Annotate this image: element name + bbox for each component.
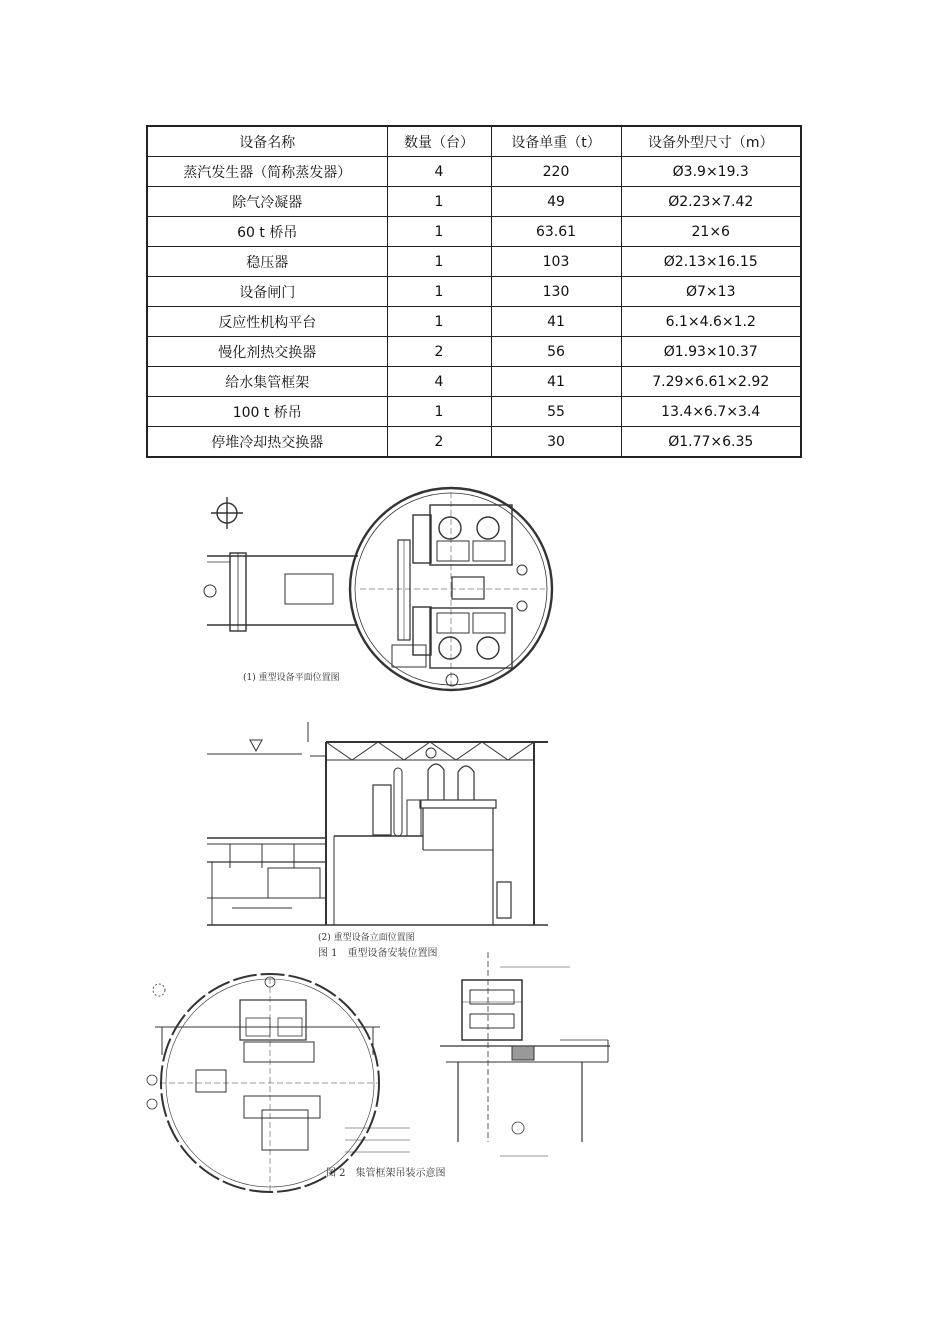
cell-weight: 220 <box>491 157 621 187</box>
header-frame-section-drawing <box>440 952 610 1156</box>
cell-weight: 49 <box>491 187 621 217</box>
header-quantity: 数量（台） <box>387 126 491 157</box>
cell-name: 慢化剂热交换器 <box>147 337 387 367</box>
elevation-view-drawing <box>207 722 548 925</box>
cell-quantity: 1 <box>387 307 491 337</box>
cell-weight: 41 <box>491 367 621 397</box>
cell-weight: 41 <box>491 307 621 337</box>
cell-dimensions: 7.29×6.61×2.92 <box>621 367 801 397</box>
cell-weight: 30 <box>491 427 621 458</box>
cell-dimensions: 13.4×6.7×3.4 <box>621 397 801 427</box>
cell-quantity: 1 <box>387 187 491 217</box>
fig1-sub1-caption: (1) 重型设备平面位置图 <box>243 673 340 683</box>
fig2-caption: 图 2 集管框架吊装示意图 <box>326 1168 446 1179</box>
cell-name: 100 t 桥吊 <box>147 397 387 427</box>
cell-dimensions: Ø7×13 <box>621 277 801 307</box>
fig1-sub2-caption: (2) 重型设备立面位置图 <box>318 933 415 943</box>
cell-quantity: 1 <box>387 247 491 277</box>
cell-name: 给水集管框架 <box>147 367 387 397</box>
cell-dimensions: Ø3.9×19.3 <box>621 157 801 187</box>
cell-name: 反应性机构平台 <box>147 307 387 337</box>
header-unit-weight: 设备单重（t） <box>491 126 621 157</box>
cell-name: 除气冷凝器 <box>147 187 387 217</box>
cell-quantity: 4 <box>387 367 491 397</box>
cell-weight: 130 <box>491 277 621 307</box>
cell-dimensions: 6.1×4.6×1.2 <box>621 307 801 337</box>
fig1-caption: 图 1 重型设备安装位置图 <box>318 948 438 959</box>
cell-name: 蒸汽发生器（简称蒸发器） <box>147 157 387 187</box>
plan-view-drawing <box>204 488 552 690</box>
cell-quantity: 2 <box>387 427 491 458</box>
header-dimensions: 设备外型尺寸（m） <box>621 126 801 157</box>
cell-quantity: 1 <box>387 217 491 247</box>
cell-dimensions: Ø1.77×6.35 <box>621 427 801 458</box>
cell-dimensions: Ø1.93×10.37 <box>621 337 801 367</box>
cell-dimensions: 21×6 <box>621 217 801 247</box>
cell-weight: 103 <box>491 247 621 277</box>
cell-name: 60 t 桥吊 <box>147 217 387 247</box>
cell-name: 停堆冷却热交换器 <box>147 427 387 458</box>
cell-dimensions: Ø2.23×7.42 <box>621 187 801 217</box>
cell-weight: 56 <box>491 337 621 367</box>
cell-name: 设备闸门 <box>147 277 387 307</box>
cell-name: 稳压器 <box>147 247 387 277</box>
cell-dimensions: Ø2.13×16.15 <box>621 247 801 277</box>
cell-quantity: 4 <box>387 157 491 187</box>
cell-quantity: 1 <box>387 397 491 427</box>
cell-weight: 55 <box>491 397 621 427</box>
header-frame-plan-drawing <box>147 974 410 1192</box>
header-equipment-name: 设备名称 <box>147 126 387 157</box>
cell-quantity: 2 <box>387 337 491 367</box>
cell-weight: 63.61 <box>491 217 621 247</box>
cell-quantity: 1 <box>387 277 491 307</box>
